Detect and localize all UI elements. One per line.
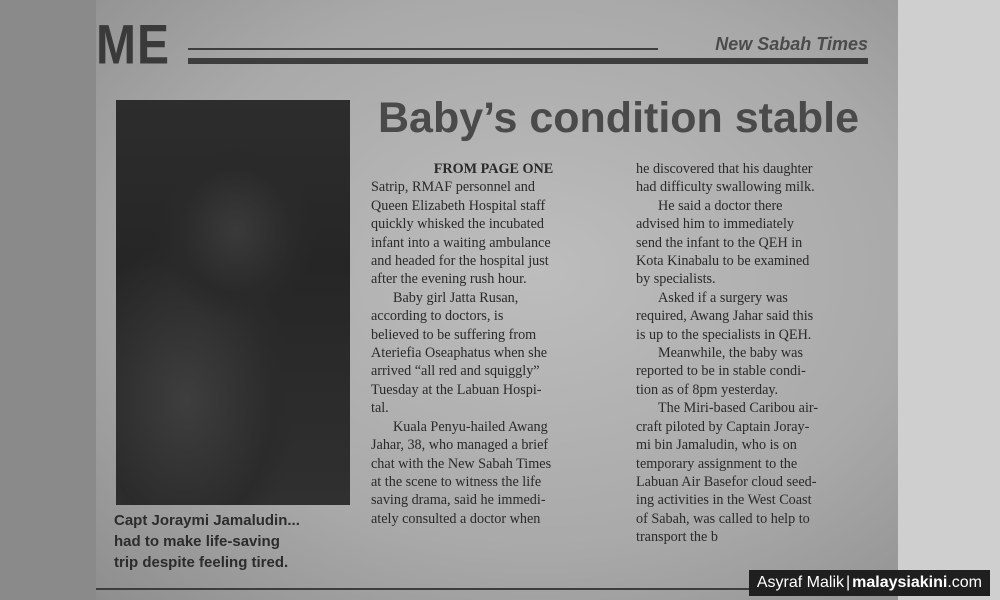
newspaper-clipping <box>96 0 898 600</box>
photo-caption <box>114 510 354 573</box>
header-rule-thin <box>188 48 658 50</box>
article-line: transport the b <box>636 529 718 546</box>
article-line: craft piloted by Captain Joray- <box>636 418 810 435</box>
article-line: required, Awang Jahar said this <box>636 308 814 325</box>
article-line: quickly whisked the incubated <box>371 216 544 233</box>
header-rule <box>188 58 868 64</box>
article-line: temporary assignment to the <box>636 455 798 472</box>
section-header-fragment: ME <box>96 15 170 76</box>
article-column-1 <box>371 160 616 528</box>
article-line: ing activities in the West Coast <box>636 492 812 509</box>
article-line: according to doctors, is <box>371 308 504 325</box>
captain-photo <box>116 100 350 505</box>
credit-author: Asyraf Malik <box>756 574 844 591</box>
article-line: The Miri-based Caribou air- <box>658 400 819 417</box>
caption-line: trip despite feeling tired. <box>114 554 289 571</box>
article-line: Jahar, 38, who managed a brief <box>371 437 549 454</box>
article-line: arrived “all red and squiggly” <box>371 363 540 380</box>
headline: Baby’s condition stable <box>378 94 860 142</box>
caption-line: Capt Joraymi Jamaludin... <box>114 512 300 529</box>
article-line: chat with the New Sabah Times <box>371 455 552 472</box>
article-line: mi bin Jamaludin, who is on <box>636 437 797 454</box>
article-line: Satrip, RMAF personnel and <box>371 179 535 196</box>
article-line: had difficulty swallowing milk. <box>636 179 815 196</box>
article-line: FROM PAGE ONE <box>433 161 554 177</box>
article-line: by specialists. <box>636 271 716 288</box>
article-line: Meanwhile, the baby was <box>658 345 803 362</box>
article-line: of Sabah, was called to help to <box>636 510 810 527</box>
credit-separator: | <box>846 574 851 591</box>
article-line: He said a doctor there <box>658 197 783 214</box>
article-line: at the scene to witness the life <box>371 473 542 490</box>
article-line: after the evening rush hour. <box>371 271 527 288</box>
article-line: ately consulted a doctor when <box>371 510 541 527</box>
article-line: advised him to immediately <box>636 216 795 233</box>
credit-brand: malaysiakini <box>852 574 948 591</box>
photo-credit <box>749 570 990 596</box>
article-line: saving drama, said he immedi- <box>371 492 546 509</box>
article-line: and headed for the hospital just <box>371 253 549 270</box>
article-line: Labuan Air Basefor cloud seed- <box>636 473 817 490</box>
article-line: infant into a waiting ambulance <box>371 234 551 251</box>
credit-suffix: .com <box>947 574 982 591</box>
article-column-2 <box>636 160 881 547</box>
article-line: he discovered that his daughter <box>636 161 813 177</box>
article-line: Kuala Penyu-hailed Awang <box>393 418 548 435</box>
right-margin-background <box>898 0 1000 600</box>
article-line: Queen Elizabeth Hospital staff <box>371 197 546 214</box>
article-line: reported to be in stable condi- <box>636 363 806 380</box>
article-line: Ateriefia Oseaphatus when she <box>371 345 548 362</box>
article-line: Kota Kinabalu to be examined <box>636 253 810 270</box>
article-line: believed to be suffering from <box>371 326 537 343</box>
article-line: tal. <box>371 400 389 417</box>
caption-line: had to make life-saving <box>114 533 280 550</box>
masthead: New Sabah Times <box>715 34 868 54</box>
article-line: Tuesday at the Labuan Hospi- <box>371 381 542 398</box>
article-line: Asked if a surgery was <box>658 289 788 306</box>
left-margin-background <box>0 0 96 600</box>
article-line: tion as of 8pm yesterday. <box>636 381 779 398</box>
article-line: Baby girl Jatta Rusan, <box>393 289 519 306</box>
article-line: is up to the specialists in QEH. <box>636 326 812 343</box>
article-line: send the infant to the QEH in <box>636 234 803 251</box>
